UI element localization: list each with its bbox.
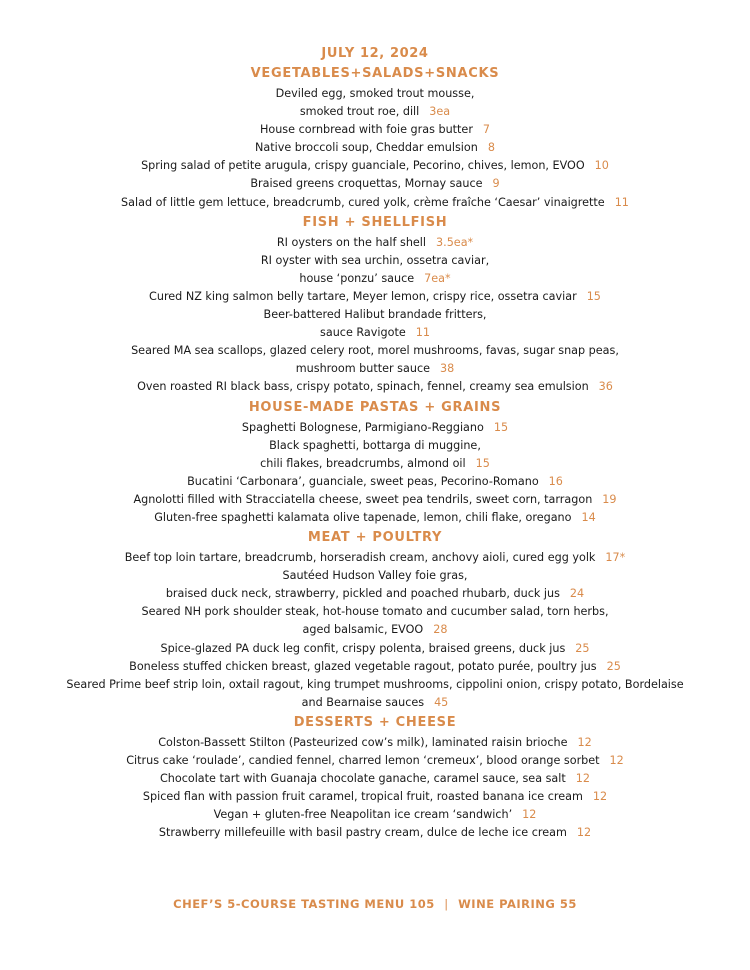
menu-item-price: 9: [492, 177, 500, 191]
menu-item-price: 11: [614, 195, 629, 209]
menu-item-line: [0, 509, 750, 527]
menu-item-price: 10: [594, 159, 609, 173]
footer-separator: |: [444, 897, 449, 911]
menu-date: JULY 12, 2024: [321, 46, 429, 61]
menu-item-price: 7ea*: [424, 271, 451, 285]
menu-item-price: 45: [434, 695, 449, 709]
menu-item-line: [0, 788, 750, 806]
menu-item-text: Deviled egg, smoked trout mousse,: [275, 87, 475, 100]
menu-item-price: 36: [598, 380, 613, 394]
menu-item-line: [0, 491, 750, 509]
menu-item-price: 28: [433, 623, 448, 637]
menu-item: [0, 342, 750, 378]
menu-item-price: 12: [577, 735, 592, 749]
menu-item-text: Gluten-free spaghetti kalamata olive tapenade, lemon, chili flake, oregano: [154, 510, 572, 524]
menu-item-line: [0, 103, 750, 121]
menu-item-text: aged balsamic, EVOO: [302, 623, 424, 637]
menu-item-line: [0, 306, 750, 324]
menu-item: [0, 419, 750, 437]
menu-item-line: [0, 252, 750, 270]
menu-item: [0, 549, 750, 567]
menu-item-text: Vegan + gluten-free Neapolitan ice cream ‘sandwich’: [213, 808, 513, 822]
menu-item-text: Oven roasted RI black bass, crispy potato, spinach, fennel, creamy sea emulsion: [137, 380, 589, 394]
menu-item-line: [0, 270, 750, 288]
menu-item-line: [0, 676, 750, 694]
menu-item-line: [0, 324, 750, 342]
section-title: HOUSE-MADE PASTAS + GRAINS: [248, 399, 502, 415]
menu-item-price: 24: [569, 587, 585, 601]
menu-item-line: [0, 175, 750, 193]
menu-item: [0, 252, 750, 288]
menu-body: [0, 45, 750, 842]
menu-item-text: Spiced flan with passion fruit caramel, tropical fruit, roasted banana ice cream: [142, 790, 583, 804]
menu-item-line: [0, 806, 750, 824]
menu-item-price: 15: [586, 289, 601, 303]
menu-item: [0, 378, 750, 396]
menu-item-text: Bucatini ‘Carbonara’, guanciale, sweet peas, Pecorino-Romano: [187, 474, 539, 488]
menu-item-line: [0, 288, 750, 306]
menu-section: [0, 63, 750, 212]
menu-item-text: Braised greens croquettas, Mornay sauce: [250, 177, 483, 191]
menu-item: [0, 640, 750, 658]
menu-item-price: 8: [487, 141, 495, 155]
menu-item: [0, 491, 750, 509]
menu-item-line: [0, 473, 750, 491]
menu-item-line: [0, 121, 750, 139]
menu-section: [0, 527, 750, 712]
menu-item: [0, 658, 750, 676]
menu-item: [0, 139, 750, 157]
menu-item-line: [0, 603, 750, 621]
menu-item: [0, 806, 750, 824]
menu-item-line: [0, 85, 750, 103]
menu-item-text: Native broccoli soup, Cheddar emulsion: [255, 141, 478, 155]
tasting-menu-footer: [0, 897, 750, 911]
menu-item-text: Seared Prime beef strip loin, oxtail ragout, king trumpet mushrooms, cippolini onion, crispy potato, Bordelaise: [66, 677, 684, 691]
menu-item-price: 15: [475, 456, 490, 470]
menu-item: [0, 306, 750, 342]
menu-item: [0, 157, 750, 175]
menu-item-line: [0, 567, 750, 585]
menu-item-text: mushroom butter sauce: [295, 362, 430, 376]
tasting-menu-price: 105: [409, 897, 435, 911]
menu-item: [0, 288, 750, 306]
menu-item-line: [0, 378, 750, 396]
menu-item-text: and Bearnaise sauces: [301, 695, 425, 709]
menu-item-text: house ‘ponzu’ sauce: [299, 271, 415, 285]
menu-item-line: [0, 360, 750, 378]
menu-item-line: [0, 419, 750, 437]
menu-item: [0, 194, 750, 212]
menu-item-price: 3.5ea*: [436, 235, 474, 249]
menu-item-line: [0, 234, 750, 252]
menu-item: [0, 752, 750, 770]
menu-item-line: [0, 734, 750, 752]
menu-item-price: 12: [576, 826, 592, 840]
menu-item-price: 3ea: [429, 105, 451, 119]
section-title: MEAT + POULTRY: [307, 530, 443, 546]
menu-item: [0, 734, 750, 752]
menu-item-line: [0, 752, 750, 770]
menu-item-text: Agnolotti filled with Stracciatella cheese, sweet pea tendrils, sweet corn, tarragon: [133, 492, 593, 506]
menu-item-line: [0, 437, 750, 455]
wine-pairing-price: 55: [559, 897, 577, 911]
menu-item-text: sauce Ravigote: [320, 326, 406, 340]
menu-item: [0, 770, 750, 788]
section-title: DESSERTS + CHEESE: [293, 714, 457, 730]
menu-item-line: [0, 585, 750, 603]
menu-item-price: 25: [606, 659, 621, 673]
menu-item: [0, 567, 750, 603]
menu-sections: [0, 63, 750, 842]
menu-item-line: [0, 640, 750, 658]
menu-item: [0, 175, 750, 193]
menu-item-text: Colston-Bassett Stilton (Pasteurized cow’s milk), laminated raisin brioche: [158, 735, 568, 749]
menu-item-text: braised duck neck, strawberry, pickled and poached rhubarb, duck jus: [165, 587, 560, 601]
section-title: VEGETABLES+SALADS+SNACKS: [250, 66, 500, 81]
menu-item-price: 14: [581, 510, 596, 524]
menu-item-text: Sautéed Hudson Valley foie gras,: [282, 569, 468, 583]
menu-section: [0, 397, 750, 528]
menu-item-text: Beer-battered Halibut brandade fritters,: [263, 308, 487, 322]
menu-item-price: 38: [439, 362, 455, 376]
menu-item-line: [0, 658, 750, 676]
menu-item-text: Black spaghetti, bottarga di muggine,: [269, 438, 481, 452]
menu-item: [0, 85, 750, 121]
menu-item-price: 12: [522, 808, 537, 822]
tasting-menu-label: CHEF’S 5-COURSE TASTING MENU: [173, 897, 405, 911]
menu-item-line: [0, 455, 750, 473]
menu-item-price: 7: [482, 123, 491, 137]
menu-item-line: [0, 194, 750, 212]
menu-item-price: 12: [575, 772, 591, 786]
menu-item-line: [0, 342, 750, 360]
menu-item-text: chili flakes, breadcrumbs, almond oil: [260, 456, 466, 470]
menu-item-text: Beef top loin tartare, breadcrumb, horseradish cream, anchovy aioli, cured egg yolk: [124, 551, 596, 565]
menu-item-line: [0, 824, 750, 842]
menu-item-price: 25: [575, 641, 590, 655]
menu-item: [0, 234, 750, 252]
menu-item-price: 16: [548, 474, 563, 488]
menu-item: [0, 437, 750, 473]
menu-item-price: 19: [602, 492, 617, 506]
menu-item: [0, 121, 750, 139]
menu-item-line: [0, 770, 750, 788]
menu-item-price: 12: [609, 754, 624, 767]
menu-item-text: Seared NH pork shoulder steak, hot-house tomato and cucumber salad, torn herbs,: [141, 605, 609, 619]
menu-item-text: Chocolate tart with Guanaja chocolate ganache, caramel sauce, sea salt: [159, 772, 566, 786]
menu-item-text: Salad of little gem lettuce, breadcrumb, cured yolk, crème fraîche ‘Caesar’ vinaigrette: [121, 195, 605, 209]
menu-item-line: [0, 694, 750, 712]
menu-item-text: Spring salad of petite arugula, crispy guanciale, Pecorino, chives, lemon, EVOO: [141, 159, 585, 173]
menu-item-line: [0, 157, 750, 175]
menu-section: [0, 212, 750, 397]
menu-item-text: Cured NZ king salmon belly tartare, Meyer lemon, crispy rice, ossetra caviar: [149, 289, 577, 303]
menu-item: [0, 509, 750, 527]
menu-item: [0, 603, 750, 639]
menu-item-text: Seared MA sea scallops, glazed celery root, morel mushrooms, favas, sugar snap peas,: [131, 344, 619, 358]
menu-item-price: 12: [592, 790, 608, 804]
menu-item-text: Citrus cake ‘roulade’, candied fennel, charred lemon ‘cremeux’, blood orange sorbet: [126, 754, 600, 767]
menu-item-line: [0, 549, 750, 567]
menu-item-text: smoked trout roe, dill: [299, 105, 420, 119]
section-title: FISH + SHELLFISH: [302, 214, 448, 230]
menu-item-line: [0, 621, 750, 639]
menu-item-text: RI oyster with sea urchin, ossetra caviar,: [260, 253, 490, 267]
menu-item: [0, 676, 750, 712]
menu-item-text: Spaghetti Bolognese, Parmigiano-Reggiano: [241, 420, 484, 434]
menu-item-line: [0, 139, 750, 157]
menu-item: [0, 788, 750, 806]
menu-item-price: 15: [493, 420, 509, 434]
wine-pairing-label: WINE PAIRING: [458, 897, 556, 911]
menu-item-price: 17*: [605, 551, 626, 565]
menu-item-text: Boneless stuffed chicken breast, glazed vegetable ragout, potato purée, poultry jus: [129, 659, 597, 673]
menu-item: [0, 824, 750, 842]
menu-item-text: Strawberry millefeuille with basil pastry cream, dulce de leche ice cream: [158, 826, 567, 840]
menu-item: [0, 473, 750, 491]
menu-item-price: 11: [415, 326, 430, 340]
menu-item-text: RI oysters on the half shell: [276, 235, 427, 249]
menu-item-text: House cornbread with foie gras butter: [259, 123, 473, 137]
menu-item-text: Spice-glazed PA duck leg confit, crispy polenta, braised greens, duck jus: [160, 641, 566, 655]
menu-section: [0, 712, 750, 843]
